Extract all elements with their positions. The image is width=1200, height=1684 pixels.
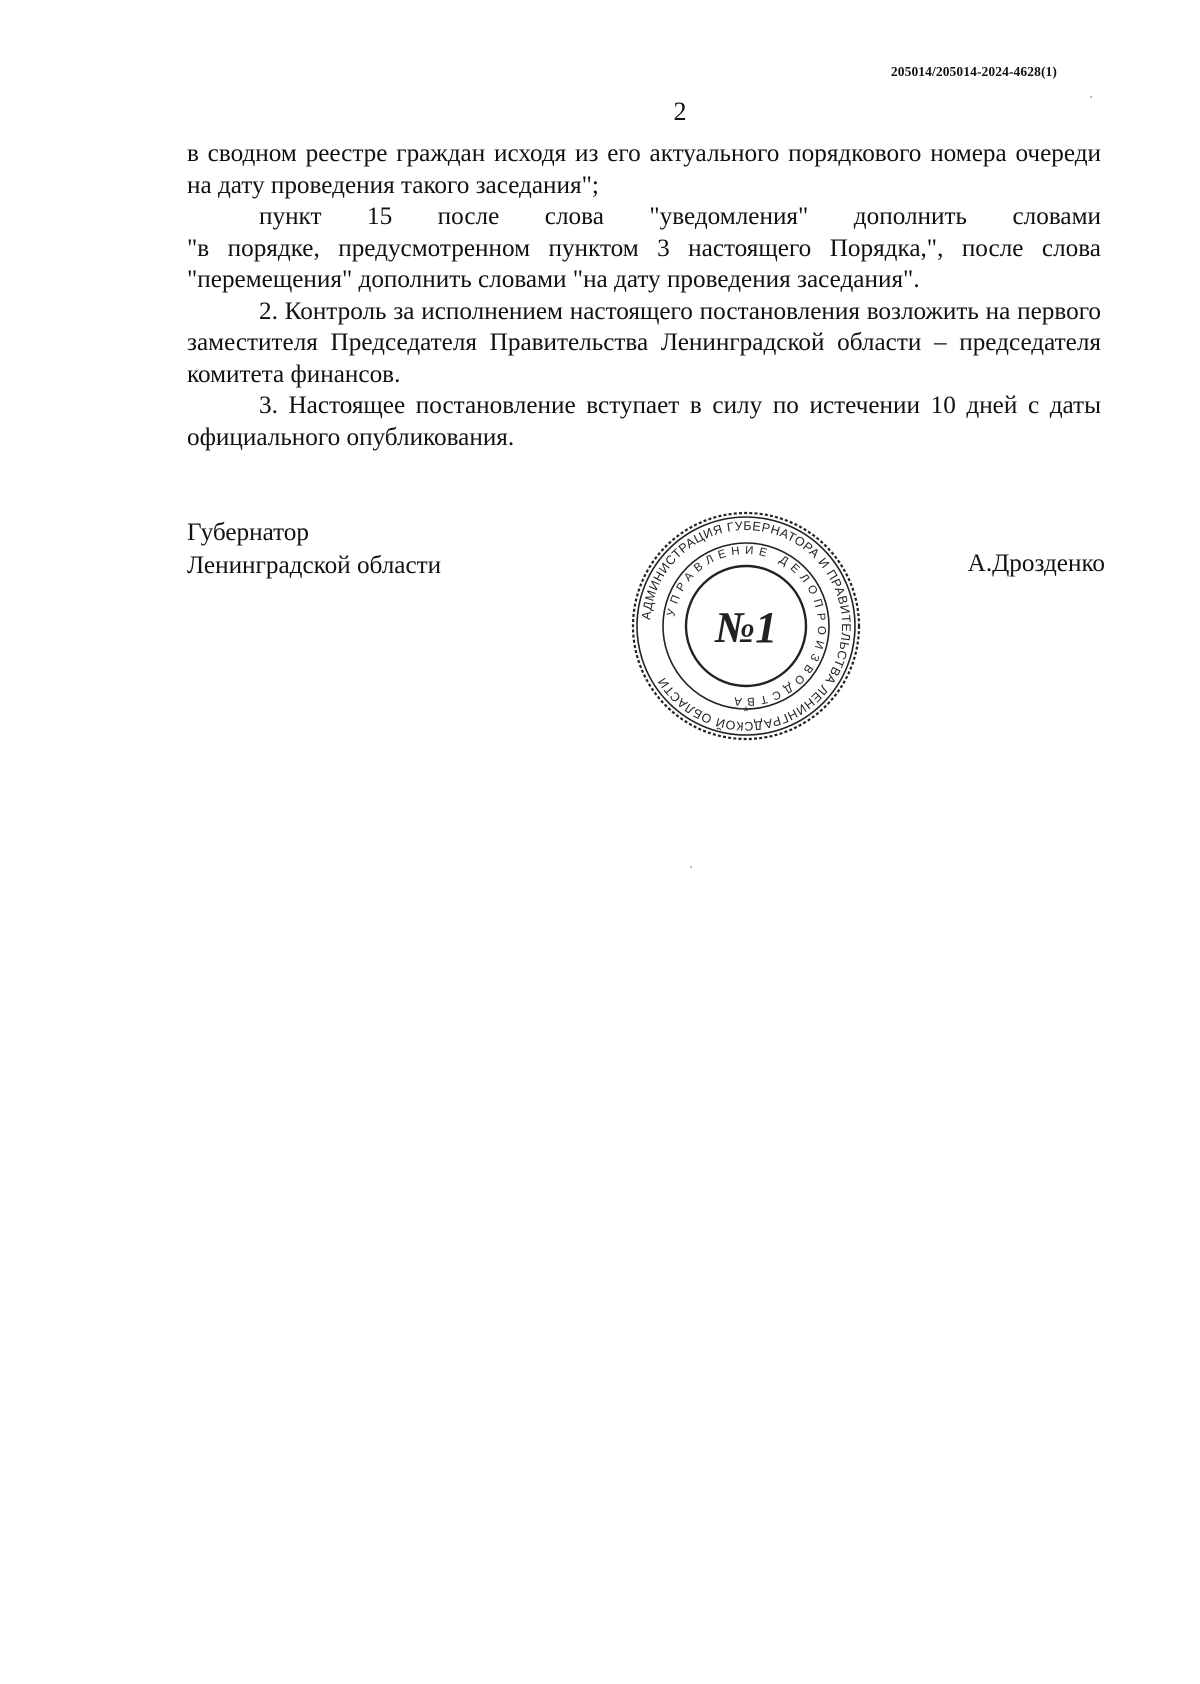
paragraph-amendment-line1: пункт 15 после слова "уведомления" дополнить словами bbox=[259, 203, 1101, 230]
signatory-name: А.Дрозденко bbox=[967, 550, 1105, 577]
paragraph-effective-date: 3. Настоящее постановление вступает в силу по истечении 10 дней с даты официального опубликования. bbox=[187, 392, 1101, 451]
paragraph-continuation: в сводном реестре граждан исходя из его актуального порядкового номера очереди на дату проведения такого заседания"; bbox=[187, 140, 1101, 199]
seal-graphic bbox=[628, 508, 864, 744]
scan-speck bbox=[1090, 96, 1092, 98]
page-number: 2 bbox=[673, 97, 687, 126]
seal-inner-text: УПРАВЛЕНИЕ ДЕЛОПРОИЗВОДСТВА bbox=[665, 544, 828, 708]
signatory-title-line1: Губернатор bbox=[187, 519, 309, 546]
scan-speck bbox=[690, 866, 692, 868]
seal-outer-text: АДМИНИСТРАЦИЯ ГУБЕРНАТОРА И ПРАВИТЕЛЬСТВА ЛЕНИНГРАДСКОЙ ОБЛАСТИ bbox=[639, 518, 854, 734]
signatory-title bbox=[187, 516, 441, 582]
document-body bbox=[187, 138, 1101, 453]
seal-star: * bbox=[743, 703, 749, 719]
official-seal-stamp bbox=[628, 508, 864, 744]
paragraph-amendment-rest: "в порядке, предусмотренном пунктом 3 настоящего Порядка,", после слова "перемещения" дополнить словами "на дату проведения заседания". bbox=[187, 234, 1101, 293]
seal-center-number: №1 bbox=[714, 603, 778, 652]
paragraph-control: 2. Контроль за исполнением настоящего постановления возложить на первого заместителя Председателя Правительства Ленинградской области – председателя комитета финансов. bbox=[187, 297, 1101, 388]
document-registration-number: 205014/205014-2024-4628(1) bbox=[890, 64, 1057, 79]
signatory-title-line2: Ленинградской области bbox=[187, 552, 442, 579]
